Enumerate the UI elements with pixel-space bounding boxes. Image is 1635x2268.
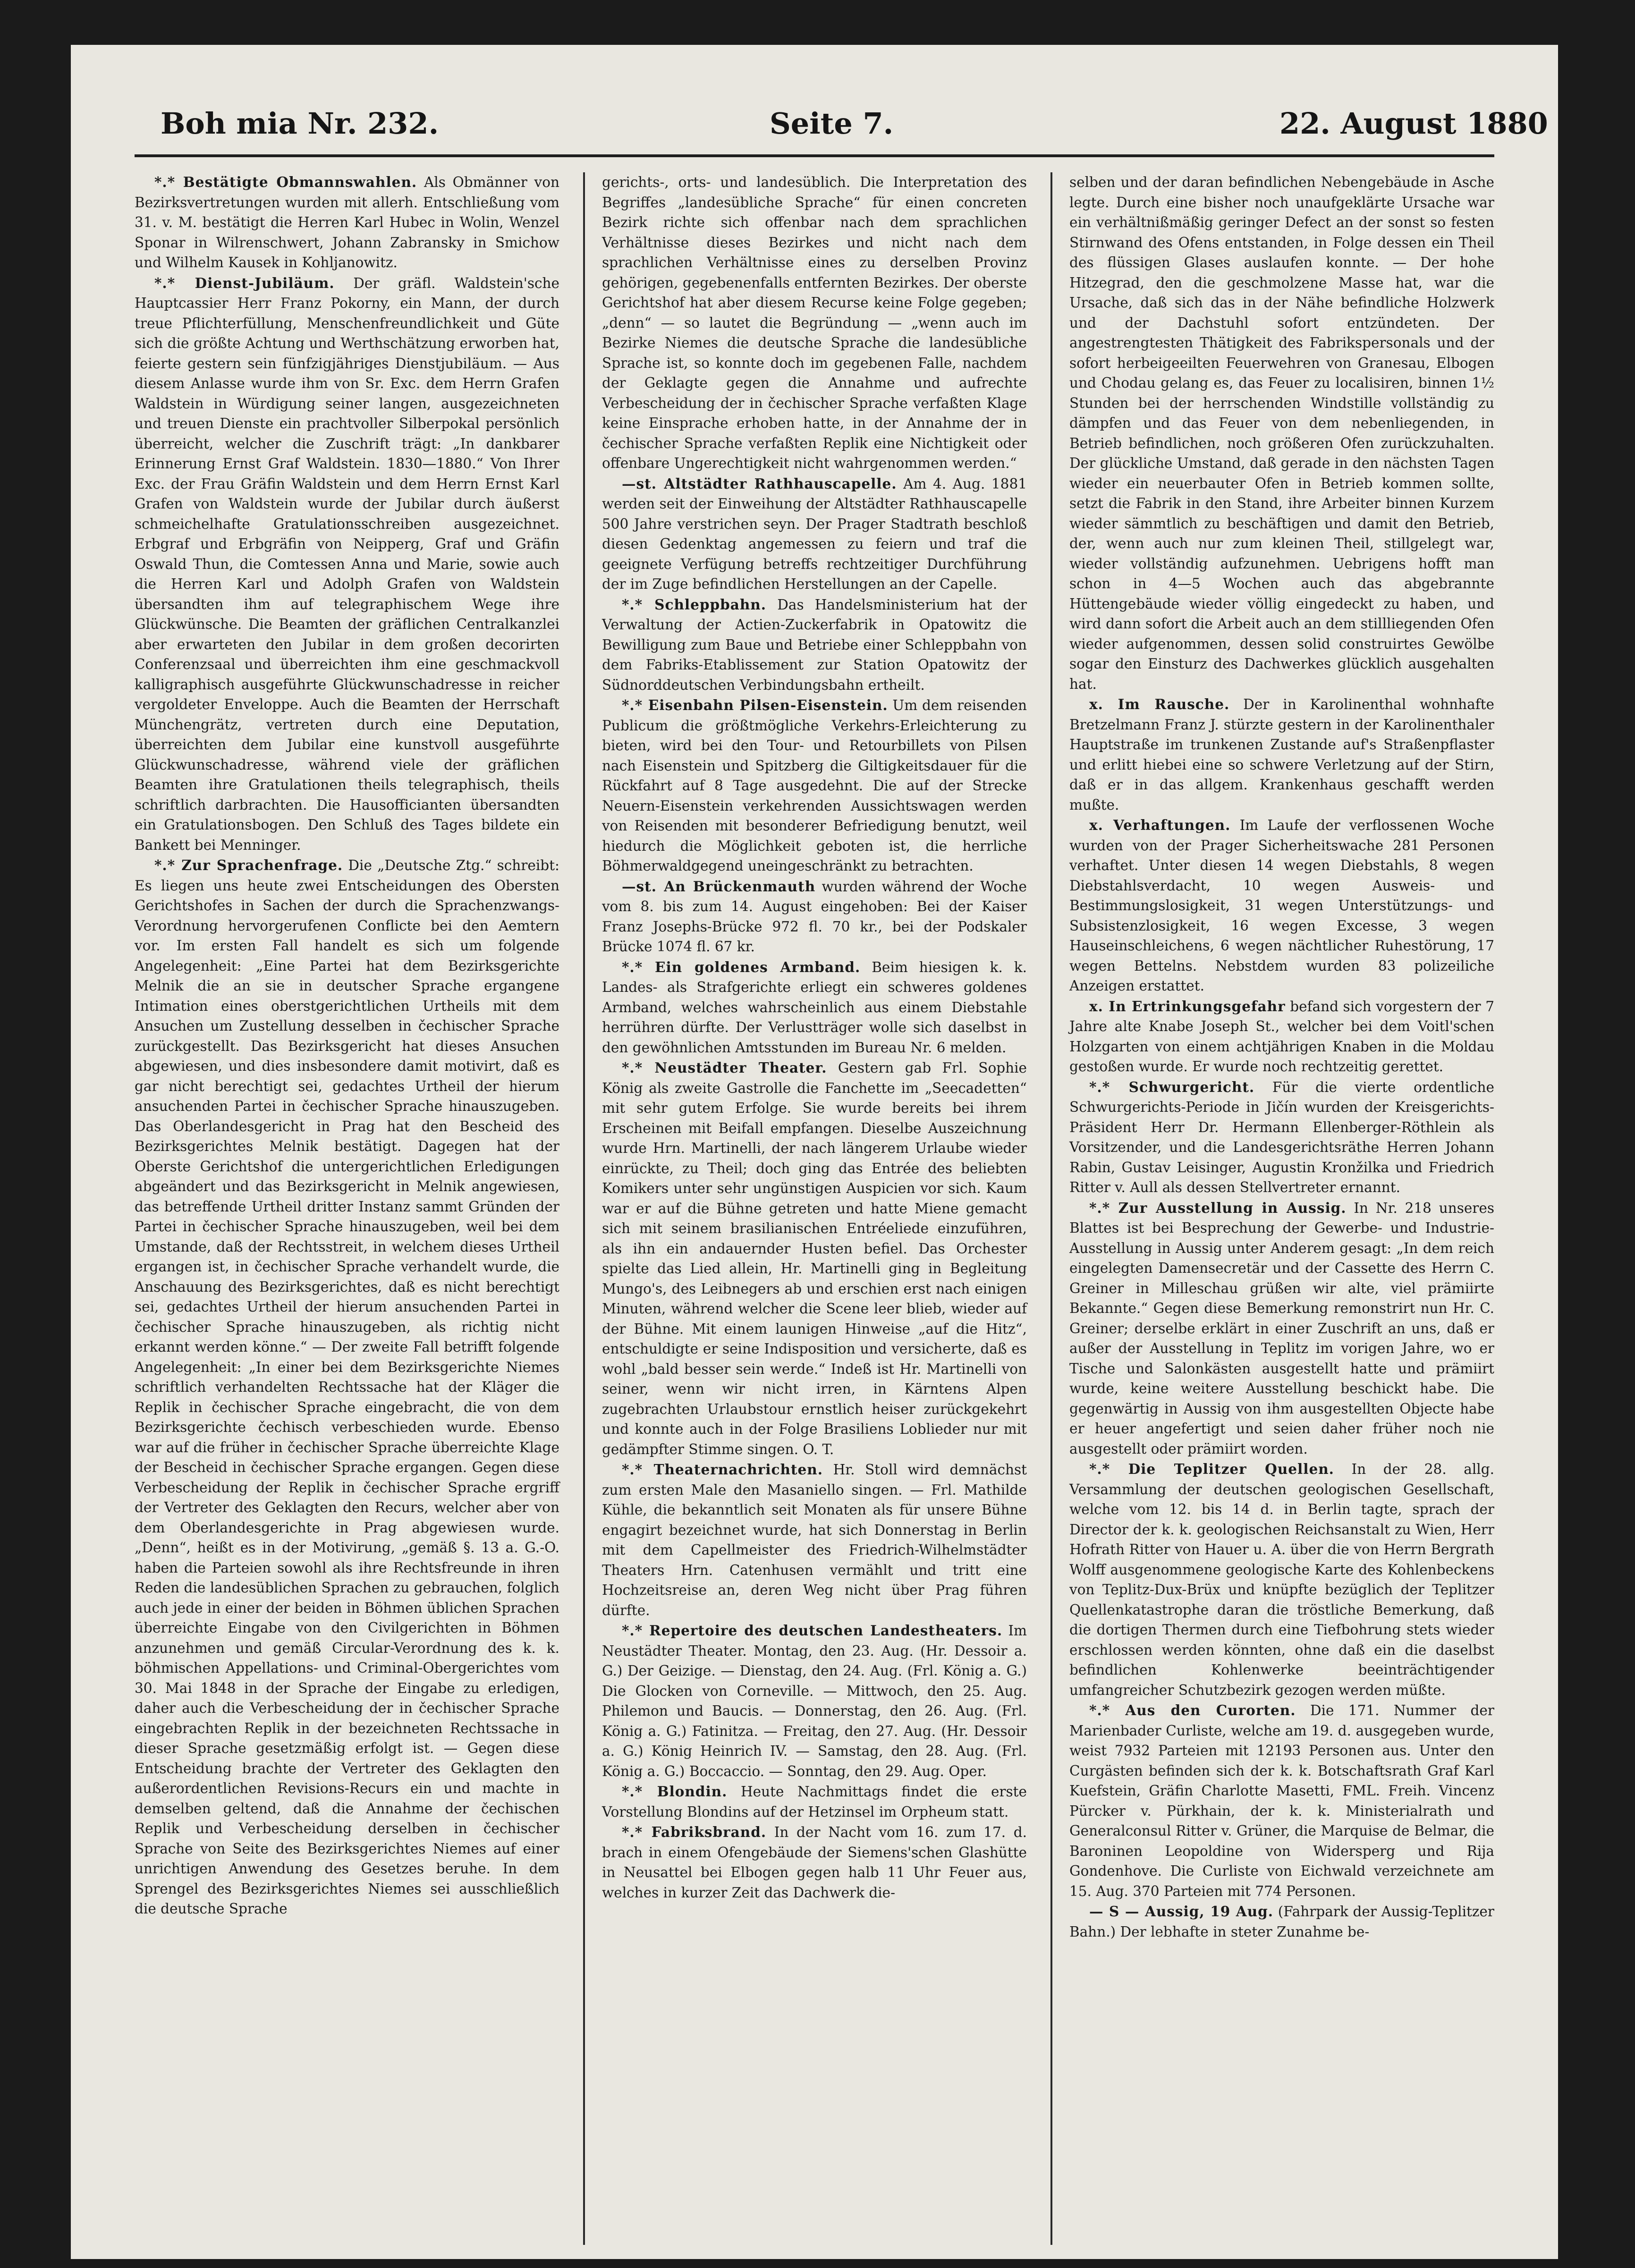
article-text: Die „Deutsche Ztg.“ schreibt: Es liegen uns heute zwei Entscheidungen des Obersten Gerichtshofes in Sachen der durch die Sprachenzwangs-Verordnung hervorgerufenen Conflicte bei den Aemtern vor. Im ersten Fall handelt es sich um folgende Angelegenheit: „Eine Partei hat dem Bezirksgerichte Melnik die an sie in deutscher Sprache ergangene Intimation eines oberstgerichtlichen Urtheils mit dem Ansuchen um Zustellung desselben in čechischer Sprache zurückgestellt. Das Bezirksgericht hat dieses Ansuchen abgewiesen, und dies insbesondere damit motivirt, daß es gar nicht berechtigt sei, gedachtes Urtheil der hierum ansuchenden Partei in čechischer Sprache hinauszugeben. Das Oberlandesgericht in Prag hat den Bescheid des Bezirksgerichtes Melnik bestätigt. Dagegen hat der Oberste Gerichtshof die untergerichtlichen Erledigungen abgeändert und das Bezirksgericht in Melnik angewiesen, das betreffende Urtheil dritter Instanz sammt Gründen der Partei in čechischer Sprache hinauszugeben, weil bei dem Umstande, daß der Rechtsstreit, in welchem dieses Urtheil ergangen ist, in čechischer Sprache verhandelt wurde, die Anschauung des Bezirksgerichtes, daß es nicht berechtigt sei, gedachtes Urtheil der hierum ansuchenden Partei in čechischer Sprache hinauszugeben, als richtig nicht erkannt werden könne.“ — Der zweite Fall betrifft folgende Angelegenheit: „In einer bei dem Bezirksgerichte Niemes schriftlich verhandelten Rechtssache hat der Kläger die Replik in čechischer Sprache eingebracht, die von dem Bezirksgerichte čechisch verbeschieden wurde. Ebenso war auf die früher in čechischer Sprache überreichte Klage der Bescheid in čechischer Sprache ergangen. Gegen diese Verbescheidung der Replik in čechischer Sprache ergriff der Vertreter des Geklagten den Recurs, welcher aber von dem Oberlandesgerichte in Prag abgewiesen wurde. „Denn“, heißt es in der Motivirung, „gemäß §. 13 a. G.-O. haben die Parteien sowohl als ihre Rechtsfreunde in ihren Reden die landesüblichen Sprachen zu gebrauchen, folglich auch jede in einer der beiden in Böhmen üblichen Sprachen überreichte Eingabe von den Civilgerichten in Böhmen anzunehmen und gemäß Circular-Verordnung des k. k. böhmischen Appellations- und Criminal-Obergerichtes vom 30. Mai 1848 in der Sprache der Eingabe zu erledigen, daher auch die Verbescheidung der in čechischer Sprache eingebrachten Replik in der bezeichneten Rechtssache in dieser Sprache gesetzmäßig erfolgt ist. — Gegen diese Entscheidung brachte der Vertreter des Geklagten den außerordentlichen Revisions-Recurs ein und machte in demselben geltend, daß die Annahme der čechischen Replik und Verbescheidung derselben in čechischer Sprache von Seite des Bezirksgerichtes Niemes auf einer unrichtigen Anwendung des Gesetzes beruhe. In dem Sprengel des Bezirksgerichtes Niemes sei ausschließlich die deutsche Sprache — [135, 857, 559, 1917]
page-number: Seite 7. — [770, 106, 894, 141]
article — [602, 1460, 1027, 1620]
column-divider — [1050, 172, 1052, 2245]
article-text: Am 4. Aug. 1881 werden seit der Einweihung der Altstädter Rathhauscapelle 500 Jahre verstrichen seyn. Der Prager Stadtrath beschloß diesen Gedenktag angemessen zu feiern und traf die geeignete Verfügung betreffs rechtzeitiger Durchführung der im Zuge befindlichen Herstellungen an der Capelle. — [602, 475, 1027, 592]
article-text: Der gräfl. Waldstein'sche Hauptcassier Herr Franz Pokorny, ein Mann, der durch treue Pflichterfüllung, Menschenfreundlichkeit und Güte sich die größte Achtung und Werthschätzung erworben hat, feierte gestern sein fünfzigjähriges Dienstjubiläum. — Aus diesem Anlasse wurde ihm von Sr. Exc. dem Herrn Grafen Waldstein in Würdigung seiner langen, ausgezeichneten und treuen Dienste ein prachtvoller Silberpokal persönlich überreicht, welcher die Zuschrift trägt: „In dankbarer Erinnerung Ernst Graf Waldstein. 1830—1880.“ Von Ihrer Exc. der Frau Gräfin Waldstein und dem Herrn Ernst Karl Grafen von Waldstein wurde der Jubilar durch äußerst schmeichelhafte Gratulationsschreiben ausgezeichnet. Erbgraf und Erbgräfin von Neipperg, Graf und Gräfin Oswald Thun, die Comtessen Anna und Marie, sowie auch die Herren Karl und Adolph Grafen von Waldstein übersandten ihm auf telegraphischem Wege ihre Glückwünsche. Die Beamten der gräflichen Centralkanzlei aber erwarteten den Jubilar in dem großen decorirten Conferenzsaal und überreichten ihm eine geschmackvoll kalligraphisch ausgeführte Glückwunschadresse in reicher vergoldeter Enveloppe. Auch die Beamten der Herrschaft Münchengrätz, vertreten durch eine Deputation, überreichten dem Jubilar eine kunstvoll ausgeführte Glückwunschadresse, während viele der gräflichen Beamten ihre Gratulationen theils telegraphisch, theils schriftlich darbrachten. Die Hausofficianten übersandten ein Gratulationsbogen. Den Schluß des Tages bildete ein Bankett bei Menninger. — [135, 275, 559, 853]
article-text: Für die vierte ordentliche Schwurgerichts-Periode in Jičín wurden der Kreisgerichts-Präsident Herr Dr. Hermann Ellenberger-Röthlein als Vorsitzender, und die Landesgerichtsräthe Herren Johann Rabin, Gustav Leisinger, Augustin Kronžilka und Friedrich Ritter v. Aull als dessen Stellvertreter ernannt. — [1069, 1079, 1494, 1195]
article-heading: *.* Die Teplitzer Quellen. — [1089, 1461, 1334, 1477]
article — [602, 877, 1027, 957]
article-text: Das Handelsministerium hat der Verwaltung der Actien-Zuckerfabrik in Opatowitz die Bewilligung zum Baue und Betriebe einer Schleppbahn von dem Fabriks-Etablissement zur Station Opatowitz der Südnorddeutschen Verbindungsbahn ertheilt. — [602, 596, 1027, 693]
article — [602, 172, 1027, 474]
article — [1069, 1902, 1494, 1942]
column-1 — [135, 172, 559, 1920]
article-heading: *.* Aus den Curorten. — [1089, 1702, 1296, 1718]
article — [602, 1782, 1027, 1822]
article — [602, 1621, 1027, 1781]
article — [1069, 1077, 1494, 1198]
article-text: Im Laufe der verflossenen Woche wurden von der Prager Sicherheitswache 281 Personen verhaftet. Unter diesen 14 wegen Diebstahls, 8 wegen Diebstahlsverdacht, 10 wegen Ausweis- und Bestimmungslosigkeit, 31 wegen Unterstützungs- und Subsistenzlosigkeit, 16 wegen Excesse, 3 wegen Hauseinschleichens, 6 wegen nächtlicher Ruhestörung, 17 wegen Bettelns. Nebstdem wurden 83 polizeiliche Anzeigen erstattet. — [1069, 817, 1494, 994]
article-heading: *.* Schwurgericht. — [1089, 1078, 1255, 1095]
article — [1069, 997, 1494, 1077]
article-heading: *.* Neustädter Theater. — [622, 1059, 827, 1076]
issue-date: 22. August 1880 — [1279, 106, 1548, 141]
article-heading: *.* Dienst-Jubiläum. — [154, 274, 335, 291]
article-text: Um dem reisenden Publicum die größtmögliche Verkehrs-Erleichterung zu bieten, wird bei den Tour- und Retourbillets von Pilsen nach Eisenstein und Spitzberg die Giltigkeitsdauer für die Rückfahrt auf 8 Tage ausgedehnt. Die auf der Strecke Neuern-Eisenstein verkehrenden Aussichtswagen werden von Reisenden mit besonderer Befriedigung benutzt, weil hiedurch die Möglichkeit geboten ist, die herrliche Böhmerwaldgegend uneingeschränkt zu betrachten. — [602, 697, 1027, 874]
column-divider — [583, 172, 585, 2245]
article-text: In der Nacht vom 16. zum 17. d. brach in einem Ofengebäude der Siemens'schen Glashütte in Neusattel bei Elbogen gegen halb 11 Uhr Feuer aus, welches in kurzer Zeit das Dachwerk die- — [602, 1824, 1027, 1901]
article-heading: — S — Aussig, 19 Aug. — [1089, 1903, 1274, 1920]
article-heading: *.* Ein goldenes Armband. — [622, 958, 861, 975]
article — [602, 595, 1027, 695]
article-heading: *.* Eisenbahn Pilsen-Eisenstein. — [622, 697, 888, 713]
article-text: Hr. Stoll wird demnächst zum ersten Male den Masaniello singen. — Frl. Mathilde Kühle, die bekanntlich seit Monaten als für unsere Bühne engagirt bezeichnet wurde, hat sich Donnerstag in Berlin mit dem Capellmeister des Friedrich-Wilhelmstädter Theaters Hrn. Catenhusen vermählt und tritt eine Hochzeitsreise an, deren Weg nicht über Prag führen dürfte. — [602, 1462, 1027, 1618]
issue-number: Boh mia Nr. 232. — [161, 106, 439, 141]
article-text: Der in Karolinenthal wohnhafte Bretzelmann Franz J. stürzte gestern in der Karolinenthaler Hauptstraße im trunkenen Zustande auf's Straßenpflaster und erlitt hiebei eine so schwere Verletzung auf der Stirn, daß er in das allgem. Krankenhaus geschafft werden mußte. — [1069, 696, 1494, 813]
article — [135, 172, 559, 273]
article-text: (Fahrpark der Aussig-Teplitzer Bahn.) Der lebhafte in steter Zunahme be- — [1069, 1904, 1494, 1940]
article-text: Im Neustädter Theater. Montag, den 23. Aug. (Hr. Dessoir a. G.) Der Geizige. — Dienstag, den 24. Aug. (Frl. König a. G.) Die Glocken von Corneville. — Mittwoch, den 25. Aug. Philemon und Baucis. — Donnerstag, den 26. Aug. (Frl. König a. G.) Fatinitza. — Freitag, den 27. Aug. (Hr. Dessoir a. G.) König Heinrich IV. — Samstag, den 28. Aug. (Frl. König a. G.) Boccaccio. — Sonntag, den 29. Aug. Oper. — [602, 1623, 1027, 1779]
article — [602, 1822, 1027, 1903]
article-heading: *.* Bestätigte Obmannswahlen. — [154, 174, 417, 190]
article-heading: —st. An Brückenmauth — [622, 878, 816, 895]
article-text: Als Obmänner von Bezirksvertretungen wurden mit allerh. Entschließung vom 31. v. M. bestätigt die Herren Karl Hubec in Wolin, Wenzel Sponar in Wilrenschwert, Johann Zabransky in Smichow und Wilhelm Kausek in Kohljanowitz. — [135, 174, 559, 271]
article-text: befand sich vorgestern der 7 Jahre alte Knabe Joseph St., welcher bei dem Voitl'schen Holzgarten von einem achtjährigen Knaben in die Moldau gestoßen wurde. Er wurde noch rechtzeitig gerettet. — [1069, 998, 1494, 1075]
article — [1069, 1459, 1494, 1700]
article-heading: x. Verhaftungen. — [1089, 817, 1231, 833]
article-text: gerichts-, orts- und landesüblich. Die Interpretation des Begriffes „landesübliche Sprache“ für einen concreten Bezirk richte sich offenbar nach dem sprachlichen Verhältnisse dieses Bezirkes und nicht nach dem sprachlichen Verhältnisse eines zu derselben Provinz gehörigen, gegebenenfalls entfernten Bezirkes. Der oberste Gerichtshof hat aber diesem Recurse keine Folge gegeben; „denn“ — so lautet die Begründung — „wenn auch im Bezirke Niemes die deutsche Sprache die landesübliche Sprache ist, so konnte doch im gegebenen Falle, nachdem der Geklagte gegen die Annahme und aufrechte Verbescheidung der in čechischer Sprache verfaßten Klage keine Einsprache erhoben hatte, in der Annahme der in čechischer Sprache verfaßten Replik eine Nichtigkeit oder offenbare Ungerechtigkeit nicht wahrgenommen werden.“ — [602, 174, 1027, 471]
article-text: wurden während der Woche vom 8. bis zum 14. August eingehoben: Bei der Kaiser Franz Josephs-Brücke 972 fl. 70 kr., bei der Podskaler Brücke 1074 fl. 67 kr. — [602, 878, 1027, 955]
article — [135, 855, 559, 1919]
header-rule — [135, 154, 1494, 157]
article-heading: *.* Zur Sprachenfrage. — [154, 857, 343, 873]
article-text: Heute Nachmittags findet die erste Vorstellung Blondins auf der Hetzinsel im Orpheum statt. — [602, 1784, 1027, 1820]
column-3 — [1069, 172, 1494, 1942]
article — [135, 273, 559, 855]
article-text: selben und der daran befindlichen Nebengebäude in Asche legte. Durch eine bisher noch unaufgeklärte Ursache war ein verhältnißmäßig geringer Defect an der sonst so festen Stirnwand des Ofens entstanden, in Folge dessen ein Theil des flüssigen Glases auslaufen konnte. — Der hohe Hitzegrad, den die geschmolzene Masse hat, war die Ursache, daß sich das in der Nähe befindliche Holzwerk und der Dachstuhl sofort entzündeten. Der angestrengtesten Thätigkeit des Fabrikspersonals und der sofort herbeigeeilten Feuerwehren von Granesau, Elbogen und Chodau gelang es, das Feuer zu localisiren, binnen 1½ Stunden bei der herrschenden Windstille vollständig zu dämpfen und das Feuer von dem nebenliegenden, in Betrieb befindlichen, noch größeren Ofen zurückzuhalten. Der glückliche Umstand, daß gerade in den nächsten Tagen wieder ein neuerbauter Ofen in Betrieb kommen sollte, setzt die Fabrik in den Stand, ihre Arbeiter binnen Kurzem wieder sämmtlich zu beschäftigen und damit den Betrieb, der, wenn auch nur zum kleinen Theil, stillgelegt war, wieder vollständig aufzunehmen. Uebrigens hofft man schon in 4—5 Wochen auch das abgebrannte Hüttengebäude wieder völlig eingedeckt zu haben, und wird dann sofort die Arbeit auch an dem stillliegenden Ofen wieder aufgenommen, dessen solid construirtes Gewölbe sogar den Einsturz des Dachwerkes glücklich ausgehalten hat. — [1069, 174, 1494, 692]
article — [602, 474, 1027, 594]
article-text: In Nr. 218 unseres Blattes ist bei Besprechung der Gewerbe- und Industrie-Ausstellung in Aussig unter Anderem gesagt: „In dem reich eingelegten Damensecretär und der Cassette des Herrn C. Greiner in Milleschau grüßen wir alte, viel prämiirte Bekannte.“ Gegen diese Bemerkung remonstrirt nun Hr. C. Greiner; derselbe erklärt in einer Zuschrift an uns, daß er außer der Ausstellung in Teplitz im vorigen Jahre, wo er Tische und Salonkästen ausgestellt hatte und prämiirt wurde, keine weitere Ausstellung beschickt habe. Die gegenwärtig in Aussig von ihm ausgestellten Objecte habe er heuer angefertigt und seien daher früher noch nie ausgestellt oder prämiirt worden. — [1069, 1200, 1494, 1457]
article — [1069, 1701, 1494, 1901]
article-heading: *.* Repertoire des deutschen Landestheaters. — [622, 1622, 1003, 1639]
article-heading: *.* Zur Ausstellung in Aussig. — [1089, 1199, 1347, 1216]
article-heading: *.* Theaternachrichten. — [622, 1461, 823, 1478]
column-2 — [602, 172, 1027, 1903]
article-text: Die 171. Nummer der Marienbader Curliste, welche am 19. d. ausgegeben wurde, weist 7932 Parteien mit 12193 Personen aus. Unter den Curgästen befinden sich der k. k. Botschaftsrath Graf Karl Kuefstein, Gräfin Charlotte Masetti, FML. Freih. Vincenz Pürcker v. Pürkhain, der k. k. Ministerialrath und Generalconsul Ritter v. Grüner, die Marquise de Belmar, die Baroninen Leopoldine von Widersperg und Rija Gondenhove. Die Curliste von Eichwald verzeichnete am 15. Aug. 370 Parteien mit 774 Personen. — [1069, 1702, 1494, 1899]
article-heading: x. In Ertrinkungsgefahr — [1089, 998, 1286, 1015]
article — [602, 695, 1027, 876]
article — [1069, 815, 1494, 996]
article — [1069, 172, 1494, 694]
newspaper-page — [71, 45, 1558, 2259]
article — [602, 957, 1027, 1058]
article-heading: *.* Fabriksbrand. — [622, 1824, 767, 1840]
article — [1069, 694, 1494, 815]
article-heading: —st. Altstädter Rathhauscapelle. — [622, 475, 897, 492]
article-heading: x. Im Rausche. — [1089, 696, 1230, 712]
article-text: Gestern gab Frl. Sophie König als zweite Gastrolle die Fanchette im „Seecadetten“ mit sehr gutem Erfolge. Sie wurde bereits bei ihrem Erscheinen mit Beifall empfangen. Dieselbe Auszeichnung wurde Hrn. Martinelli, der nach längerem Urlaube wieder einrückte, zu Theil; doch ging das Entrée des beliebten Komikers unter sehr ungünstigen Auspicien vor sich. Kaum war er auf die Bühne getreten und hatte Miene gemacht sich mit seinem brasilianischen Entréeliede einzuführen, als ihn ein andauernder Husten befiel. Das Orchester spielte das Lied allein, Hr. Martinelli ging in Begleitung Mungo's, des Leibnegers ab und erschien erst nach einigen Minuten, während welcher die Scene leer blieb, wieder auf der Bühne. Mit einem launigen Hinweise „auf die Hitz“, entschuldigte er seine Indisposition und versicherte, daß es wohl „bald besser sein werde.“ Indeß ist Hr. Martinelli von seiner, wenn wir nicht irren, in Kärntens Alpen zugebrachten Urlaubstour ernstlich heiser zurückgekehrt und konnte auch in der Folge Brasiliens Loblieder nur mit gedämpfter Stimme singen. O. T. — [602, 1060, 1027, 1457]
article-text: In der 28. allg. Versammlung der deutschen geologischen Gesellschaft, welche vom 12. bis 14 d. in Berlin tagte, sprach der Director der k. k. geologischen Reichsanstalt zu Wien, Herr Hofrath Ritter von Hauer u. A. über die von Herrn Bergrath Wolff ausgenommene geologische Karte des Kohlenbeckens von Teplitz-Dux-Brüx und knüpfte bezüglich der Teplitzer Quellenkatastrophe daran die tröstliche Bemerkung, daß die dortigen Thermen durch eine Tiefbohrung stets wieder erschlossen werden könnten, ohne daß ein die daselbst befindlichen Kohlenwerke beeinträchtigender umfangreicher Schutzbezirk gezogen werden müßte. — [1069, 1461, 1494, 1698]
article-heading: *.* Schleppbahn. — [622, 596, 767, 613]
article — [602, 1058, 1027, 1459]
article — [1069, 1198, 1494, 1459]
article-heading: *.* Blondin. — [622, 1783, 728, 1800]
article-text: Beim hiesigen k. k. Landes- als Strafgerichte erliegt ein schweres goldenes Armband, welches wahrscheinlich aus einem Diebstahle herrühren dürfte. Der Verlustträger wolle sich daselbst in den gewöhnlichen Amtsstunden im Bureau Nr. 6 melden. — [602, 959, 1027, 1056]
